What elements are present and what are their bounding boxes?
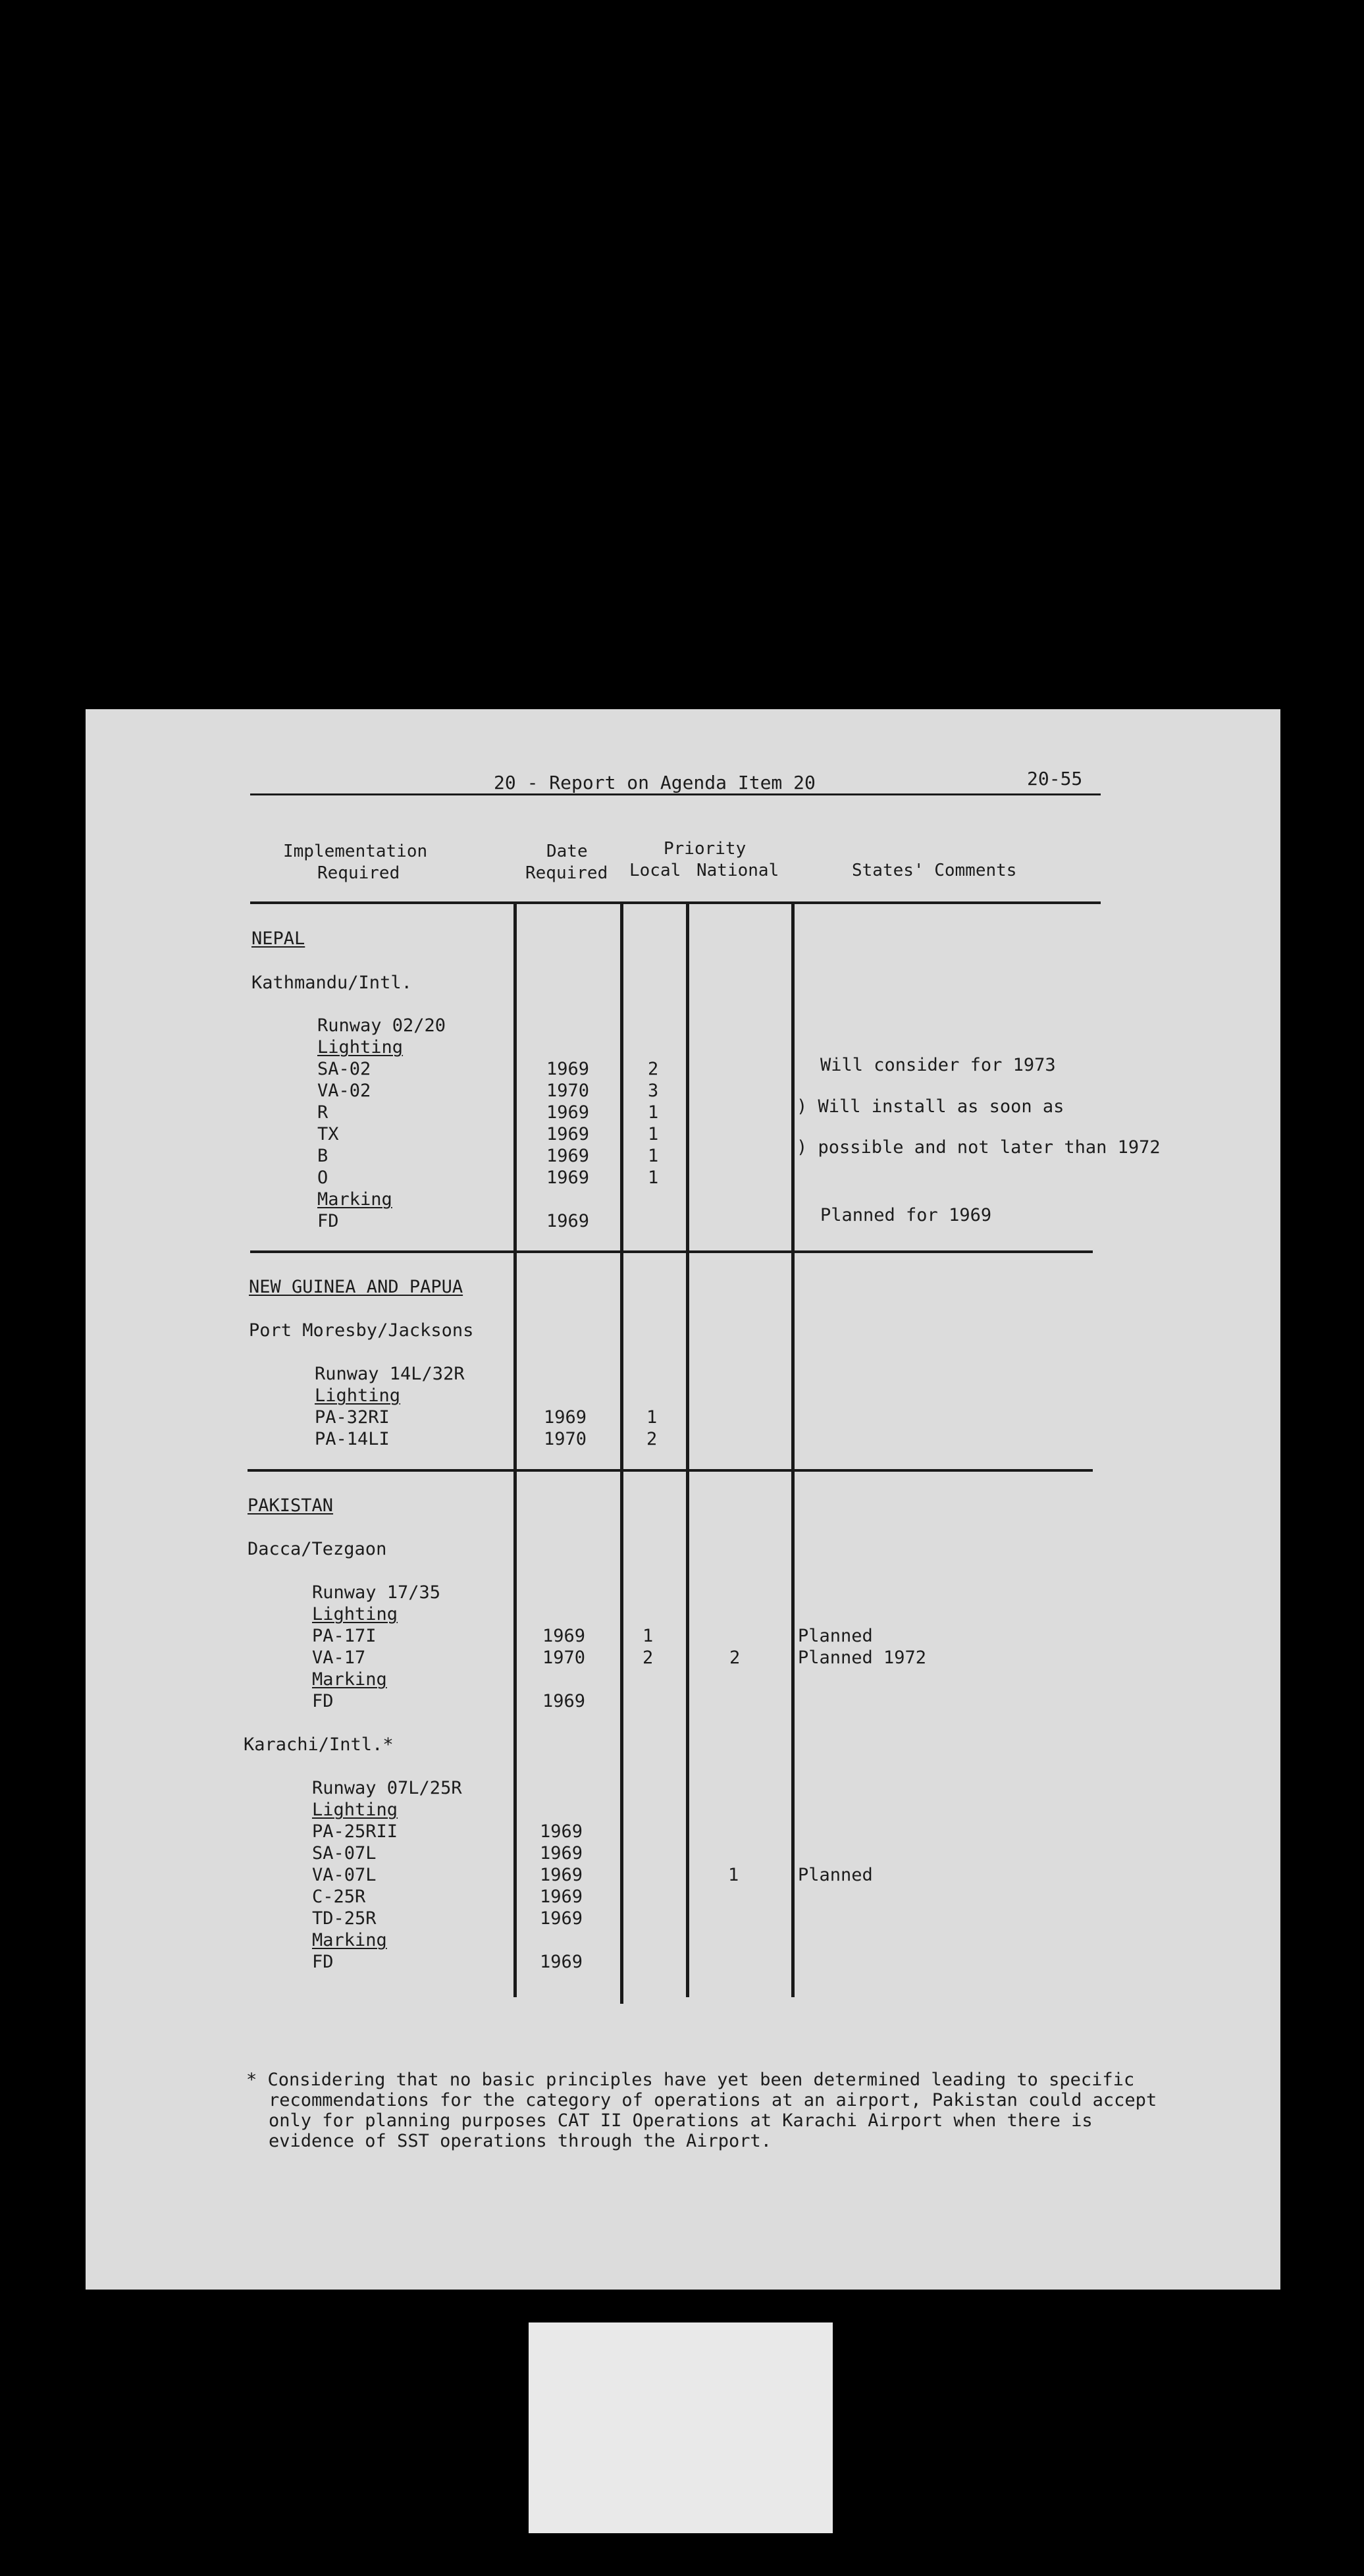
col-local: Local <box>629 861 681 880</box>
column-divider-date <box>513 904 517 1997</box>
state-comment: ) possible and not later than 1972 <box>797 1137 1161 1158</box>
date-required: 1969 <box>546 1211 590 1231</box>
date-required: 1969 <box>544 1407 587 1428</box>
col-priority: Priority <box>664 839 747 859</box>
priority-local: 1 <box>648 1124 659 1144</box>
airport-dacca: Dacca/Tezgaon <box>248 1539 387 1559</box>
airport-kathmandu: Kathmandu/Intl. <box>251 973 412 993</box>
date-required: 1970 <box>544 1429 587 1449</box>
date-required: 1969 <box>540 1887 583 1907</box>
date-required: 1969 <box>540 1821 583 1842</box>
column-header-rule <box>250 901 1101 904</box>
lighting-label: Lighting <box>315 1385 401 1406</box>
date-required: 1970 <box>546 1081 590 1101</box>
priority-local: 2 <box>643 1648 654 1668</box>
footnote-line: only for planning purposes CAT II Operations at Karachi Airport when there is <box>269 2110 1093 2131</box>
priority-local: 1 <box>643 1626 654 1646</box>
item-code: PA-14LI <box>315 1429 390 1449</box>
country-new-guinea-papua: NEW GUINEA AND PAPUA <box>249 1277 463 1297</box>
priority-local: 2 <box>648 1059 659 1079</box>
runway-label: Runway 14L/32R <box>315 1364 465 1384</box>
section-rule <box>248 1469 1093 1472</box>
date-required: 1969 <box>546 1059 590 1079</box>
country-pakistan: PAKISTAN <box>248 1495 334 1516</box>
item-code: C-25R <box>312 1887 366 1907</box>
marking-label: Marking <box>317 1189 392 1210</box>
column-divider-national <box>686 904 689 1997</box>
state-comment: Will consider for 1973 <box>820 1055 1056 1075</box>
col-impl-line1: Implementation <box>283 842 428 861</box>
item-code: O <box>317 1167 328 1188</box>
report-title: 20 - Report on Agenda Item 20 <box>494 772 816 793</box>
item-code: B <box>317 1146 328 1166</box>
item-code: PA-17I <box>312 1626 377 1646</box>
lighting-label: Lighting <box>312 1604 398 1624</box>
footnote-line: * Considering that no basic principles have yet been determined leading to specific <box>246 2070 1135 2090</box>
item-code: PA-25RII <box>312 1821 398 1842</box>
state-comment: Planned for 1969 <box>820 1205 992 1225</box>
runway-label: Runway 02/20 <box>317 1015 446 1036</box>
item-code: R <box>317 1102 328 1123</box>
item-code: TX <box>317 1124 339 1144</box>
priority-local: 2 <box>646 1429 658 1449</box>
col-impl-line2: Required <box>317 863 400 883</box>
airport-karachi: Karachi/Intl.* <box>244 1734 394 1755</box>
runway-label: Runway 17/35 <box>312 1582 441 1603</box>
marking-label: Marking <box>312 1930 387 1950</box>
col-date-line2: Required <box>525 863 608 883</box>
date-required: 1969 <box>540 1952 583 1972</box>
priority-local: 3 <box>648 1081 659 1101</box>
state-comment: Planned <box>798 1626 873 1646</box>
priority-local: 1 <box>648 1167 659 1188</box>
date-required: 1969 <box>546 1146 590 1166</box>
priority-local: 1 <box>648 1146 659 1166</box>
date-required: 1969 <box>540 1865 583 1885</box>
column-divider-comments <box>791 904 795 1997</box>
item-code: PA-32RI <box>315 1407 390 1428</box>
item-code: SA-02 <box>317 1059 371 1079</box>
state-comment: Planned 1972 <box>798 1648 927 1668</box>
runway-label: Runway 07L/25R <box>312 1778 462 1798</box>
priority-local: 1 <box>646 1407 658 1428</box>
date-required: 1969 <box>546 1167 590 1188</box>
date-required: 1970 <box>542 1648 586 1668</box>
date-required: 1969 <box>546 1124 590 1144</box>
date-required: 1969 <box>540 1843 583 1864</box>
page-number: 20-55 <box>1027 768 1083 790</box>
section-rule <box>250 1250 1093 1253</box>
item-code: FD <box>317 1211 339 1231</box>
column-divider-local <box>620 904 623 2004</box>
lighting-label: Lighting <box>312 1800 398 1820</box>
col-comments: States' Comments <box>852 861 1017 880</box>
footnote-line: evidence of SST operations through the Airport. <box>269 2131 772 2151</box>
state-comment: Planned <box>798 1865 873 1885</box>
item-code: VA-02 <box>317 1081 371 1101</box>
header-rule <box>250 793 1101 795</box>
date-required: 1969 <box>540 1908 583 1929</box>
item-code: FD <box>312 1691 334 1711</box>
document-page <box>86 709 1280 2290</box>
item-code: VA-07L <box>312 1865 377 1885</box>
col-national: National <box>696 861 779 880</box>
marking-label: Marking <box>312 1669 387 1690</box>
lighting-label: Lighting <box>317 1037 404 1058</box>
priority-national: 1 <box>728 1865 739 1885</box>
blank-card <box>529 2322 833 2533</box>
item-code: SA-07L <box>312 1843 377 1864</box>
date-required: 1969 <box>542 1626 586 1646</box>
item-code: TD-25R <box>312 1908 377 1929</box>
footnote-line: recommendations for the category of operations at an airport, Pakistan could accept <box>269 2090 1157 2110</box>
item-code: FD <box>312 1952 334 1972</box>
priority-national: 2 <box>729 1648 741 1668</box>
date-required: 1969 <box>546 1102 590 1123</box>
country-nepal: NEPAL <box>251 928 305 949</box>
priority-local: 1 <box>648 1102 659 1123</box>
date-required: 1969 <box>542 1691 586 1711</box>
state-comment: ) Will install as soon as <box>797 1096 1064 1117</box>
airport-port-moresby: Port Moresby/Jacksons <box>249 1320 474 1341</box>
item-code: VA-17 <box>312 1648 366 1668</box>
col-date-line1: Date <box>546 842 588 861</box>
